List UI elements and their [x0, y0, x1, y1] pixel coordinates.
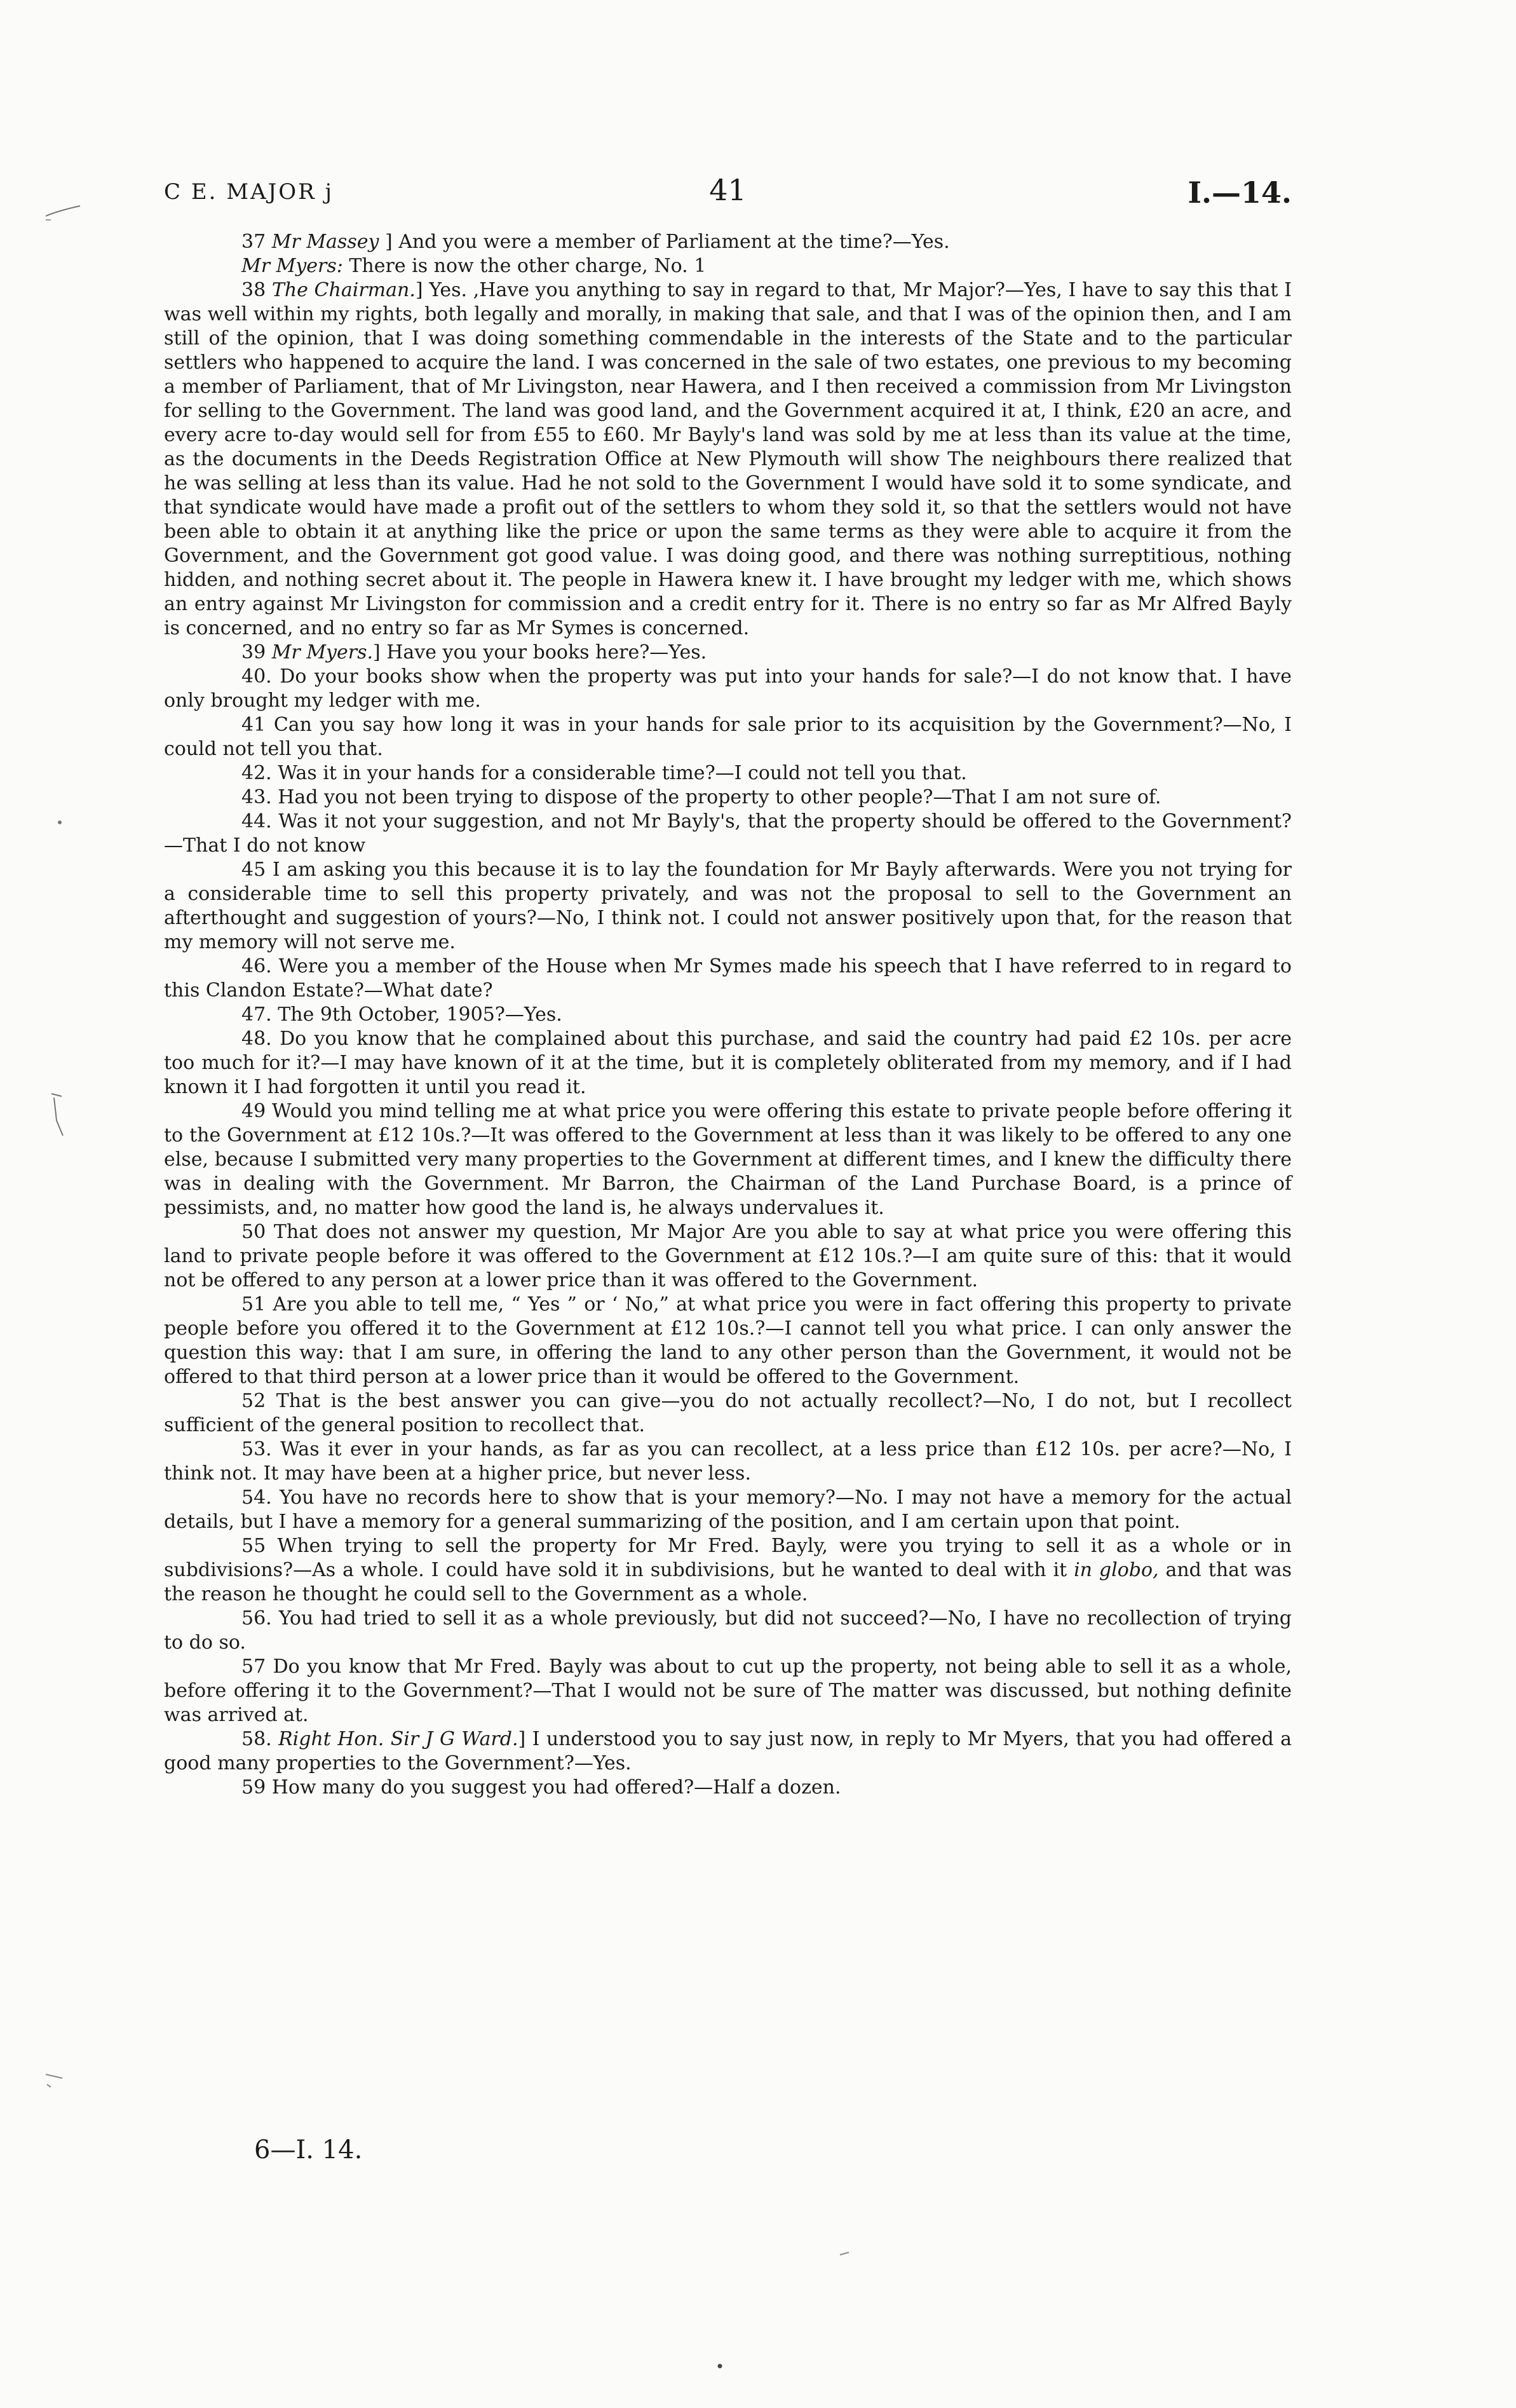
evidence-paragraph	[164, 1389, 1292, 1438]
evidence-paragraph	[164, 1776, 1292, 1800]
speaker-name: Mr Massey	[271, 231, 379, 253]
paragraph-text: 50 That does not answer my question, Mr Major Are you able to say at what price you were offering this land to private people before it was offered to the Government at £12 10s.?—I am quite sure of this: that it would not be offered to any person at a lower price than it was offered to the Government.	[164, 1221, 1292, 1291]
evidence-paragraph	[164, 1438, 1292, 1486]
evidence-paragraph	[164, 858, 1292, 955]
header-witness-name: C E. MAJOR j	[164, 179, 334, 205]
paragraph-text: 54. You have no records here to show that is your memory?—No. I may not have a memory for the actual details, but I have a memory for a general summarizing of the position, and I am certain upon that point.	[164, 1486, 1292, 1533]
paragraph-text: 38	[241, 279, 272, 301]
paragraph-text: 51 Are you able to tell me, “ Yes ” or ‘ No,” at what price you were in fact offering this property to private people before you offered it to the Government at £12 10s.?—I cannot tell you what price. I can only answer the question this way: that I am sure, in offering the land to any other person than the Government, it would not be offered to that third person at a lower price than it would be offered to the Government.	[164, 1293, 1292, 1388]
evidence-paragraph	[164, 641, 1292, 665]
paragraph-text: ] Yes. ,Have you anything to say in regard to that, Mr Major?—Yes, I have to say this that I was well within my rights, both legally and morally, in making that sale, and that I was of the opinion then, and I am still of the opinion, that I was doing something commendable in the interests of the State and to the particular settlers who happened to acquire the land. I was concerned in the sale of two estates, one previous to my becoming a member of Parliament, that of Mr Livingston, near Hawera, and I then received a commission from Mr Livingston for selling to the Government. The land was good land, and the Government acquired it at, I think, £20 an acre, and every acre to-day would sell for from £55 to £60. Mr Bayly's land was sold by me at less than its value at the time, as the documents in the Deeds Registration Office at New Plymouth will show The neighbours there realized that he was selling at less than its value. Had he not sold to the Government I would have sold it to some syndicate, and that syndicate would have made a profit out of the settlers to whom they sold it, so that the settlers would not have been able to obtain it at anything like the price or upon the same terms as they were able to acquire it from the Government, and the Government got good value. I was doing good, and there was nothing surreptitious, nothing hidden, and nothing secret about it. The people in Hawera knew it. I have brought my ledger with me, which shows an entry against Mr Livingston for commission and a credit entry for it. There is no entry so far as Mr Alfred Bayly is concerned, and no entry so far as Mr Symes is concerned.	[164, 279, 1292, 639]
evidence-paragraph	[164, 1003, 1292, 1027]
paragraph-text: 55 When trying to sell the property for Mr Fred. Bayly, were you trying to sell it as a whole or in subdivisions?—As a whole. I could have sold it in subdivisions, but he wanted to deal with it	[164, 1535, 1292, 1581]
evidence-paragraph	[164, 955, 1292, 1003]
paragraph-text: 39	[241, 641, 272, 663]
speaker-name: in globo,	[1074, 1559, 1159, 1581]
evidence-paragraph	[164, 1486, 1292, 1534]
evidence-paragraph	[164, 254, 1292, 278]
paragraph-text: ] And you were a member of Parliament at the time?—Yes.	[379, 231, 950, 253]
evidence-paragraph	[164, 1607, 1292, 1655]
margin-scan-mark	[48, 1090, 73, 1141]
paragraph-text: 58.	[241, 1728, 279, 1750]
paragraph-text: 59 How many do you suggest you had offered?—Half a dozen.	[241, 1776, 841, 1799]
evidence-paragraph	[164, 1027, 1292, 1099]
paragraph-text: 43. Had you not been trying to dispose of the property to other people?—That I am not sure of.	[241, 786, 1161, 808]
paragraph-text: 40. Do your books show when the property was put into your hands for sale?—I do not know that. I have only brought my ledger with me.	[164, 665, 1292, 712]
paragraph-text: 37	[241, 231, 272, 253]
speaker-name: Right Hon. Sir J G Ward.	[278, 1728, 518, 1750]
paragraph-text: ] Have you your books here?—Yes.	[373, 641, 707, 663]
evidence-paragraph	[164, 1293, 1292, 1389]
paragraph-text: 46. Were you a member of the House when Mr Symes made his speech that I have referred to in regard to this Clandon Estate?—What date?	[164, 955, 1292, 1002]
margin-scan-mark	[717, 2363, 723, 2369]
evidence-paragraph	[164, 1534, 1292, 1607]
paragraph-text: 53. Was it ever in your hands, as far as you can recollect, at a less price than £12 10s. per acre?—No, I think not. It may have been at a higher price, but never less.	[164, 1438, 1292, 1485]
evidence-paragraph	[164, 1220, 1292, 1293]
evidence-paragraph	[164, 1655, 1292, 1727]
paragraph-text: There is now the other charge, No. 1	[342, 255, 707, 277]
paragraph-text: 48. Do you know that he complained about this purchase, and said the country had paid £2 10s. per acre too much for it?—I may have known of it at the time, but it is completely obliterated from my memory, and if I had known it I had forgotten it until you read it.	[164, 1028, 1292, 1098]
evidence-paragraph	[164, 1727, 1292, 1776]
evidence-paragraph	[164, 761, 1292, 786]
margin-scan-mark	[43, 2072, 69, 2091]
evidence-paragraph	[164, 230, 1292, 254]
paragraph-text: and that was the reason he thought he could sell to the Government as a whole.	[164, 1559, 1292, 1605]
evidence-body	[164, 230, 1292, 1800]
paragraph-text: 41 Can you say how long it was in your hands for sale prior to its acquisition by the Government?—No, I could not tell you that.	[164, 714, 1292, 760]
paragraph-text: ] I understood you to say just now, in reply to Mr Myers, that you had offered a good many properties to the Government?—Yes.	[164, 1728, 1292, 1774]
margin-scan-mark	[56, 820, 65, 825]
paragraph-text: 49 Would you mind telling me at what price you were offering this estate to private people before offering it to the Government at £12 10s.?—It was offered to the Government at less than it was likely to be offered to any one else, because I submitted very many properties to the Government at different times, and I knew the difficulty there was in dealing with the Government. Mr Barron, the Chairman of the Land Purchase Board, is a prince of pessimists, and, no matter how good the land is, he always undervalues it.	[164, 1100, 1292, 1219]
paragraph-text: 45 I am asking you this because it is to lay the foundation for Mr Bayly afterwards. Were you not trying for a considerable time to sell this property privately, and was not the proposal to sell to the Government an afterthought and suggestion of yours?—No, I think not. I could not answer positively upon that, for the reason that my memory will not serve me.	[164, 859, 1292, 953]
paragraph-text: 47. The 9th October, 1905?—Yes.	[241, 1003, 562, 1026]
paragraph-text: 52 That is the best answer you can give—you do not actually recollect?—No, I do not, but I recollect sufficient of the general position to recollect that.	[164, 1390, 1292, 1436]
paper-reference: I.—14.	[1188, 175, 1292, 210]
speaker-name: The Chairman.	[271, 279, 416, 301]
margin-scan-mark	[44, 197, 83, 222]
page-number: 41	[709, 173, 747, 207]
speaker-name: Mr Myers:	[241, 255, 343, 277]
paragraph-text: 56. You had tried to sell it as a whole previously, but did not succeed?—No, I have no recollection of trying to do so.	[164, 1607, 1292, 1654]
speaker-name: Mr Myers.	[271, 641, 374, 663]
page-header	[164, 173, 1292, 211]
evidence-paragraph	[164, 278, 1292, 641]
paragraph-text: 42. Was it in your hands for a considerable time?—I could not tell you that.	[241, 762, 967, 784]
evidence-paragraph	[164, 1099, 1292, 1220]
paragraph-text: 44. Was it not your suggestion, and not Mr Bayly's, that the property should be offered to the Government?—That I do not know	[164, 810, 1292, 857]
evidence-paragraph	[164, 665, 1292, 713]
evidence-paragraph	[164, 810, 1292, 858]
evidence-paragraph	[164, 786, 1292, 810]
signature-mark: 6—I. 14.	[254, 2135, 363, 2165]
margin-scan-mark	[839, 2250, 851, 2257]
paragraph-text: 57 Do you know that Mr Fred. Bayly was about to cut up the property, not being able to sell it as a whole, before offering it to the Government?—That I would not be sure of The matter was discussed, but nothing definite was arrived at.	[164, 1656, 1292, 1726]
evidence-paragraph	[164, 713, 1292, 761]
